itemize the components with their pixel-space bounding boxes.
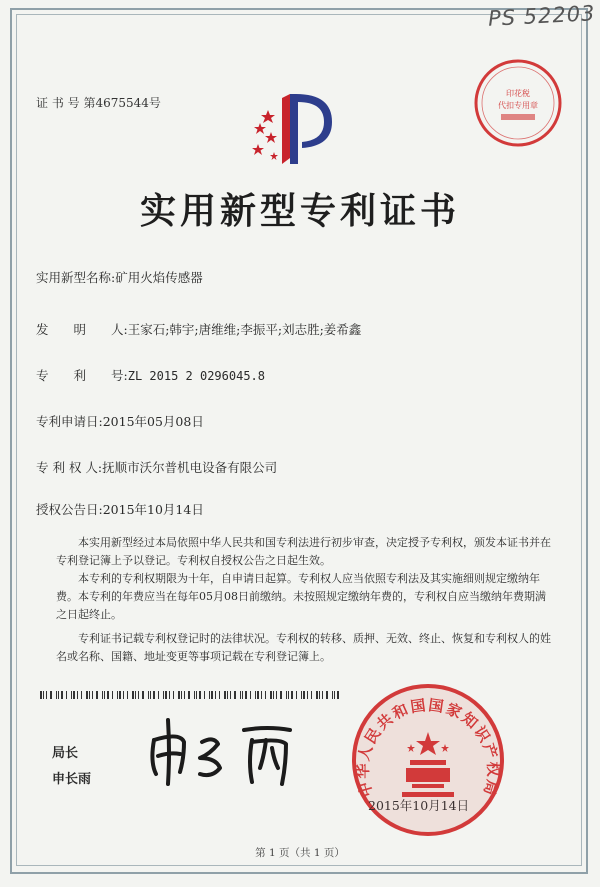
filing-date-row	[36, 412, 204, 430]
seal-text: 中华人民共和国国家知识产权局	[353, 695, 503, 800]
director-signature	[140, 712, 310, 796]
patentee-row	[36, 458, 277, 476]
field-value: ZL 2015 2 0296045.8	[127, 369, 265, 383]
patent-number-row	[36, 366, 265, 384]
field-value: 2015年05月08日	[102, 414, 204, 429]
svg-text:代扣专用章: 代扣专用章	[498, 101, 538, 110]
field-label: 专 利 号:	[36, 368, 128, 383]
utility-model-name-row	[36, 268, 203, 286]
body-paragraph: 本实用新型经过本局依照中华人民共和国专利法进行初步审查，决定授予专利权，颁发本证书并在专利登记簿上予以登记。专利权自授权公告之日起生效。	[56, 536, 551, 567]
inventor-row	[36, 320, 361, 338]
field-value: 抚顺市沃尔普机电设备有限公司	[102, 460, 278, 475]
issue-date: 2015年10月14日	[368, 798, 470, 813]
body-text	[56, 534, 556, 666]
field-label: 专 利 权 人:	[36, 460, 103, 475]
director-name: 申长雨	[52, 772, 92, 787]
certificate-number: 证 书 号 第4675544号	[36, 96, 161, 110]
svg-text:印花税: 印花税	[506, 89, 530, 98]
body-paragraph: 专利证书记载专利权登记时的法律状况。专利权的转移、质押、无效、终止、恢复和专利权人的姓名或名称、国籍、地址变更等事项记载在专利登记簿上。	[56, 632, 551, 663]
page-footer: 第 1 页（共 1 页）	[255, 847, 345, 859]
field-label: 实用新型名称:	[36, 270, 116, 285]
barcode-icon	[40, 686, 340, 705]
field-value: 王家石;韩宇;唐维维;李振平;刘志胜;姜希鑫	[127, 322, 362, 337]
handwritten-note: PS 52203	[487, 1, 597, 31]
field-value: 矿用火焰传感器	[115, 270, 203, 285]
field-label: 发 明 人:	[36, 322, 128, 337]
field-value: 2015年10月14日	[102, 502, 204, 517]
patent-office-logo-icon	[246, 88, 336, 172]
field-label: 授权公告日:	[36, 502, 103, 517]
page-title: 实用新型专利证书	[139, 190, 460, 232]
body-paragraph: 本专利的专利权期限为十年，自申请日起算。专利权人应当依照专利法及其实施细则规定缴纳年费。本专利的年费应当在每年05月08日前缴纳。未按照规定缴纳年费的，专利权自应当缴纳年费期满之日起终止。	[56, 572, 546, 621]
stamp-duty-seal	[473, 58, 563, 152]
field-label: 专利申请日:	[36, 414, 103, 429]
grant-date-row	[36, 500, 204, 518]
director-title: 局长	[52, 746, 79, 761]
official-seal	[348, 680, 508, 844]
